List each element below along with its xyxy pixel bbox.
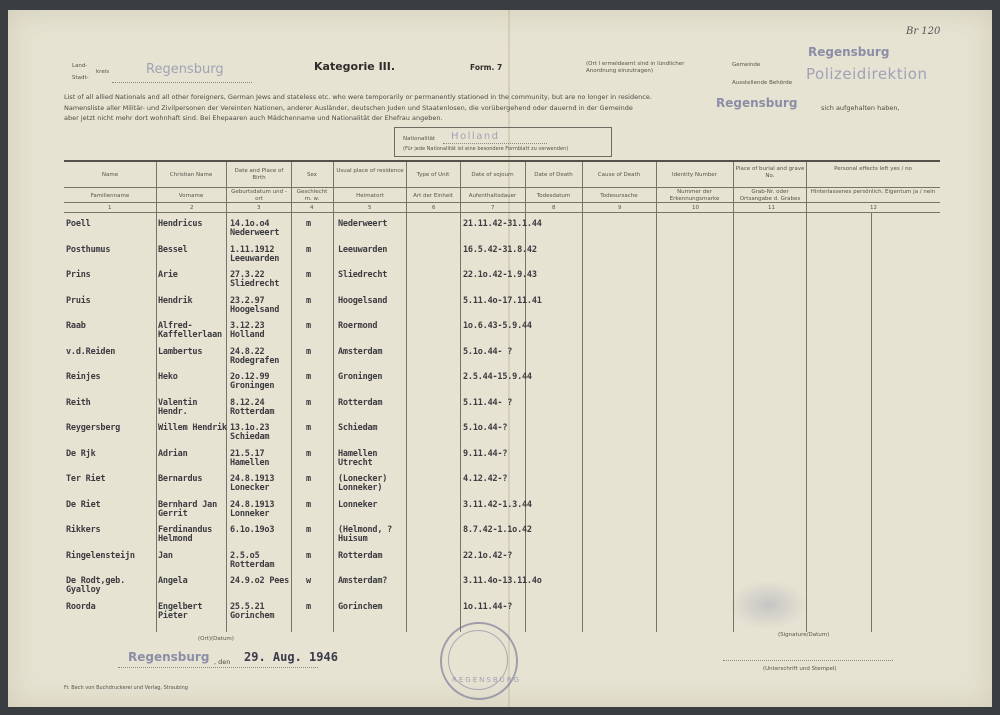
intro-end: sich aufgehalten haben, — [821, 104, 900, 112]
behoerde-stamp: Polizeidirektion — [806, 65, 928, 83]
cell-home: Hoogelsand — [338, 295, 388, 306]
cell-name: De Rodt,geb. Gyalloy — [66, 576, 126, 595]
official-seal — [440, 622, 522, 700]
cell-birth: 1.11.1912 Leeuwarden — [230, 244, 280, 264]
col-number: 4 — [310, 205, 314, 211]
cell-first: Angela — [158, 576, 188, 586]
behoerde-label: Ausstellende Behörde — [732, 80, 793, 86]
cell-home: Schiedam — [338, 423, 378, 433]
cell-sojourn: 2.5.44-15.9.44 — [463, 372, 532, 382]
cell-name: Prins — [66, 270, 91, 280]
cell-birth: 2.5.o5 Rotterdam — [230, 550, 275, 570]
cell-name: Pruis — [66, 295, 91, 306]
cell-name: De Rjk — [66, 448, 96, 459]
col-number: 2 — [190, 205, 194, 211]
cell-first: Alfred-Kaffellerlaan — [158, 321, 222, 340]
cell-birth: 24.8.1913 Lonecker — [230, 474, 275, 493]
cell-birth: 2o.12.99 Groningen — [230, 372, 275, 391]
gemeinde-label: Gemeinde — [732, 62, 761, 68]
col-identity-en: Identity Number — [672, 172, 717, 178]
table-mid-rule — [64, 187, 940, 188]
col-home-en: Usual place of residence — [336, 168, 404, 174]
cell-sojourn: 8.7.42-1.1o.42 — [463, 525, 532, 535]
kreis-label: kreis — [96, 69, 110, 75]
cell-sex: m — [306, 244, 311, 255]
cell-birth: 14.1o.o4 Nederweert — [230, 219, 280, 238]
nationality-note: (Für jede Nationalität ist eine besondere Formblatt zu verwenden) — [403, 146, 569, 152]
blurred-stamp — [728, 580, 808, 630]
cell-sex: m — [306, 525, 311, 535]
col-number: 12 — [870, 205, 877, 211]
col-death-en: Date of Death — [534, 172, 573, 178]
col-number: 6 — [432, 205, 436, 211]
cell-birth: 27.3.22 Sliedrecht — [230, 270, 280, 289]
cell-name: Reinjes — [66, 372, 101, 382]
cell-birth: 13.1o.23 Schiedam — [230, 423, 270, 442]
cell-sex: m — [306, 601, 311, 612]
cell-sex: m — [306, 423, 311, 433]
cell-first: Bernardus — [158, 474, 203, 484]
printer-note: Fr. Bech von Buchdruckerei und Verlag, Straubing — [64, 685, 188, 691]
cell-sex: m — [306, 321, 311, 331]
cell-first: Bessel — [158, 244, 188, 255]
gemeinde-stamp: Regensburg — [808, 45, 890, 59]
cell-name: Ringelensteijn — [66, 550, 135, 561]
table-top-rule — [64, 160, 940, 162]
col-effects-en: Personal effects left yes / no — [834, 166, 912, 172]
cell-first: Hendrik — [158, 295, 193, 306]
col-death-de: Todesdatum — [536, 193, 571, 199]
col-identity-de: Nummer der Erkennungsmarke — [669, 189, 720, 202]
col-number: 10 — [692, 205, 699, 211]
cell-sex: m — [306, 397, 311, 408]
den-label: , den — [214, 658, 231, 666]
cell-first: Adrian — [158, 448, 188, 459]
cell-sojourn: 5.11.44- ? — [463, 397, 513, 408]
cell-home: Amsterdam — [338, 346, 383, 357]
cell-sojourn: 16.5.42-31.8.42 — [463, 244, 537, 255]
place-stamp: Regensburg — [128, 650, 210, 664]
signature-label: (Signature/Datum) — [778, 632, 830, 638]
cell-first: Arie — [158, 270, 178, 280]
col-birth-de: Geburtsdatum und -ort — [231, 189, 287, 202]
col-number: 7 — [491, 205, 495, 211]
place-label: (Ort)(Datum) — [198, 636, 234, 642]
cell-birth: 24.8.1913 Lonneker — [230, 499, 275, 519]
nationality-value: Holland — [451, 131, 500, 142]
cell-birth: 24.8.22 Rodegrafen — [230, 346, 280, 366]
cell-home: Hamellen Utrecht — [338, 448, 378, 468]
col-burial-de: Grab-Nr. oder Ortsangabe d. Grabes — [739, 189, 801, 202]
cell-sojourn: 3.11.4o-13.11.4o — [463, 576, 542, 586]
nationality-box — [394, 127, 612, 157]
col-sex-en: Sex — [306, 172, 318, 178]
cell-birth: 25.5.21 Gorinchem — [230, 601, 275, 621]
cell-birth: 23.2.97 Hoogelsand — [230, 295, 280, 315]
col-cause-en: Cause of Death — [597, 172, 641, 178]
pencil-number: Br 120 — [906, 26, 941, 37]
cell-home: (Helmond, ? Huisum — [338, 525, 393, 544]
cell-name: Rikkers — [66, 525, 101, 535]
table-header-rule — [64, 202, 940, 203]
cell-first: Ferdinandus Helmond — [158, 525, 213, 544]
cell-sojourn: 4.12.42-? — [463, 474, 508, 484]
cell-home: Roermond — [338, 321, 378, 331]
cell-home: Nederweert — [338, 219, 388, 229]
cell-sojourn: 1o.11.44-? — [463, 601, 513, 612]
cell-sex: m — [306, 499, 311, 510]
note-top: (Ort l ermeldeamt sind in lündlicher Anordnung einzutragen) — [586, 61, 685, 74]
cell-sojourn: 5.11.4o-17.11.41 — [463, 295, 542, 306]
col-cause-de: Todesursache — [600, 193, 638, 199]
cell-sex: m — [306, 219, 311, 229]
cell-first: Lambertus — [158, 346, 203, 357]
cell-sojourn: 3.11.42-1.3.44 — [463, 499, 532, 510]
cell-first: Valentin Hendr. — [158, 397, 198, 417]
col-unit-de: Art der Einheit — [413, 193, 453, 199]
cell-sojourn: 21.11.42-31.1.44 — [463, 219, 542, 229]
cell-birth: 6.1o.19o3 — [230, 525, 275, 535]
city-stamp: Regensburg — [146, 62, 224, 77]
cell-sex: m — [306, 448, 311, 459]
col-number: 11 — [768, 205, 775, 211]
col-sojourn-en: Date of sojourn — [471, 172, 514, 178]
cell-sex: m — [306, 270, 311, 280]
cell-home: Rotterdam — [338, 397, 383, 408]
col-home-de: Heimatort — [356, 193, 384, 199]
stadt-label: Stadt- — [72, 75, 89, 81]
cell-first: Heko — [158, 372, 178, 382]
cell-sex: m — [306, 474, 311, 484]
nationality-label: Nationalität — [403, 136, 436, 142]
col-name-en: Name — [101, 172, 119, 178]
cell-sex: w — [306, 576, 311, 586]
table-number-rule — [64, 212, 940, 213]
col-name-de: Familienname — [90, 193, 130, 199]
col-number: 5 — [368, 205, 372, 211]
cell-sex: m — [306, 295, 311, 306]
col-number: 1 — [108, 205, 112, 211]
document-sheet — [8, 10, 992, 707]
col-first-de: Vorname — [178, 193, 204, 199]
cell-name: Reygersberg — [66, 423, 121, 433]
cell-sojourn: 22.1o.42-? — [463, 550, 513, 561]
col-number: 3 — [257, 205, 261, 211]
cell-name: Poell — [66, 219, 91, 229]
cell-name: Raab — [66, 321, 86, 331]
cell-sojourn: 5.1o.44- ? — [463, 346, 513, 357]
cell-home: Sliedrecht — [338, 270, 388, 280]
category-title: Kategorie III. — [314, 60, 396, 73]
col-unit-en: Type of Unit — [416, 172, 450, 178]
cell-home: (Lonecker) Lonneker) — [338, 474, 388, 493]
cell-first: Jan — [158, 550, 173, 561]
cell-home: Rotterdam — [338, 550, 383, 561]
intro-german-1: Namensliste aller Militär- und Zivilpersonen der Vereinten Nationen, anderer Ausländer, deutschen Juden und Staatenlosen, die vorübergehend oder dauernd in der Gemeinde — [64, 104, 633, 112]
cell-first: Willem Hendrik — [158, 423, 227, 433]
cell-birth: 21.5.17 Hamellen — [230, 448, 270, 468]
cell-home: Lonneker — [338, 499, 378, 510]
form-number: Form. 7 — [470, 63, 503, 72]
col-birth-en: Date and Place of Birth — [234, 168, 284, 181]
cell-name: Ter Riet — [66, 474, 106, 484]
cell-name: Reith — [66, 397, 91, 408]
cell-sex: m — [306, 346, 311, 357]
cell-name: v.d.Reiden — [66, 346, 116, 357]
seal-text: REGENSBURG — [452, 676, 522, 684]
cell-home: Leeuwarden — [338, 244, 388, 255]
cell-sojourn: 22.1o.42-1.9.43 — [463, 270, 537, 280]
cell-sojourn: 9.11.44-? — [463, 448, 508, 459]
cell-sex: m — [306, 372, 311, 382]
col-burial-en: Place of burial and grave No. — [735, 166, 805, 179]
cell-name: De Riet — [66, 499, 101, 510]
cell-home: Amsterdam? — [338, 576, 388, 586]
cell-home: Groningen — [338, 372, 383, 382]
cell-sex: m — [306, 550, 311, 561]
col-effects-de: Hinterlassenes persönlich. Eigentum ja / nein — [810, 189, 936, 195]
cell-sojourn: 1o.6.43-5.9.44 — [463, 321, 532, 331]
cell-birth: 3.12.23 Holland — [230, 321, 265, 340]
intro-english: List of all allied Nationals and all other foreigners, German Jews and stateless etc. who were temporarily or permanently stationed in the community, but are no longer in residence. — [64, 93, 652, 101]
col-sex-de: Geschlecht m. w. — [296, 189, 328, 202]
cell-birth: 8.12.24 Rotterdam — [230, 397, 275, 417]
cell-name: Posthumus — [66, 244, 111, 255]
land-label: Land- — [72, 63, 88, 69]
cell-sojourn: 5.1o.44-? — [463, 423, 508, 433]
official-label: (Unterschrift und Stempel) — [763, 666, 837, 672]
cell-first: Hendricus — [158, 219, 203, 229]
col-first-en: Christian Name — [169, 172, 213, 178]
date-stamp: 29. Aug. 1946 — [244, 650, 338, 664]
intro-stamp: Regensburg — [716, 96, 798, 110]
col-number: 9 — [618, 205, 622, 211]
cell-home: Gorinchem — [338, 601, 383, 612]
col-number: 8 — [552, 205, 556, 211]
intro-german-2: aber jetzt nicht mehr dort wohnhaft sind. Bei Ehepaaren auch Mädchenname und Nationalität der Ehefrau angeben. — [64, 114, 443, 122]
cell-birth: 24.9.o2 Pees — [230, 576, 290, 586]
cell-first: Bernhard Jan Gerrit — [158, 499, 218, 519]
cell-first: Engelbert Pieter — [158, 601, 203, 621]
col-sojourn-de: Aufenthaltsdauer — [468, 193, 517, 199]
city-underline — [112, 82, 252, 83]
cell-name: Roorda — [66, 601, 96, 612]
